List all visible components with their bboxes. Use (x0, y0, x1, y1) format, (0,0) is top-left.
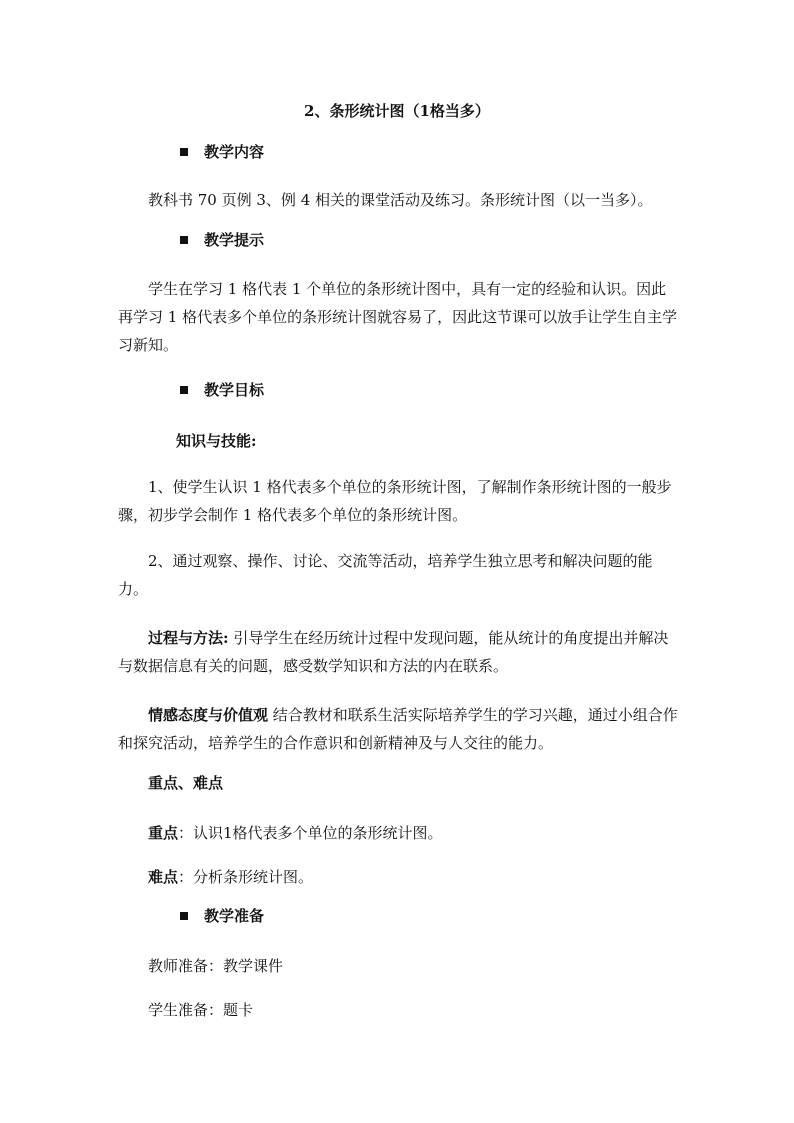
section-heading-label: 教学目标 (204, 381, 265, 399)
square-bullet-icon (180, 386, 188, 394)
square-bullet-icon (180, 912, 188, 920)
goal-item-2: 2、通过观察、操作、讨论、交流等活动，培养学生独立思考和解决问题的能力。 (118, 552, 653, 598)
knowledge-skill-label: 知识与技能: (176, 432, 257, 450)
key-point-label: 重点 (148, 824, 179, 842)
teacher-prep-line: 教师准备：教学课件 (148, 957, 284, 975)
difficult-point-text: ：分析条形统计图。 (178, 868, 314, 886)
page-title: 2、条形统计图（1格当多） (304, 102, 490, 120)
section-heading-hint (180, 229, 264, 251)
process-method-label: 过程与方法: (148, 629, 229, 647)
difficult-point-line (148, 866, 313, 888)
goal-item-1: 1、使学生认识 1 格代表多个单位的条形统计图，了解制作条形统计图的一般步骤，初步学会制作 1 格代表多个单位的条形统计图。 (118, 478, 672, 524)
section-heading-label: 教学内容 (204, 143, 265, 161)
student-prep-line: 学生准备：题卡 (148, 1001, 254, 1019)
section-heading-prep (180, 905, 264, 927)
process-method-paragraph (118, 624, 678, 680)
hint-paragraph: 学生在学习 1 格代表 1 个单位的条形统计图中，具有一定的经验和认识。因此再学习 1 格代表多个单位的条形统计图就容易了，因此这节课可以放手让学生自主学习新知。 (118, 280, 678, 354)
section-heading-content (180, 141, 264, 163)
section-heading-label: 教学准备 (204, 907, 265, 925)
section-heading-label: 教学提示 (204, 231, 265, 249)
process-method-text: 引导学生在经历统计过程中发现问题，能从统计的角度提出并解决与数据信息有关的问题，感受数学知识和方法的内在联系。 (118, 629, 669, 675)
section-heading-goal (180, 379, 264, 401)
square-bullet-icon (180, 148, 188, 156)
key-point-line (148, 822, 443, 844)
emotion-value-label: 情感态度与价值观 (148, 706, 269, 724)
square-bullet-icon (180, 236, 188, 244)
key-difficult-heading: 重点、难点 (148, 774, 224, 792)
emotion-value-paragraph (118, 701, 678, 757)
key-point-text: ：认识1格代表多个单位的条形统计图。 (178, 824, 443, 842)
content-paragraph: 教科书 70 页例 3、例 4 相关的课堂活动及练习。条形统计图（以一当多）。 (148, 191, 653, 209)
emotion-value-text: 结合教材和联系生活实际培养学生的学习兴趣，通过小组合作和探究活动，培养学生的合作意识和创新精神及与人交往的能力。 (118, 706, 678, 752)
difficult-point-label: 难点 (148, 868, 179, 886)
